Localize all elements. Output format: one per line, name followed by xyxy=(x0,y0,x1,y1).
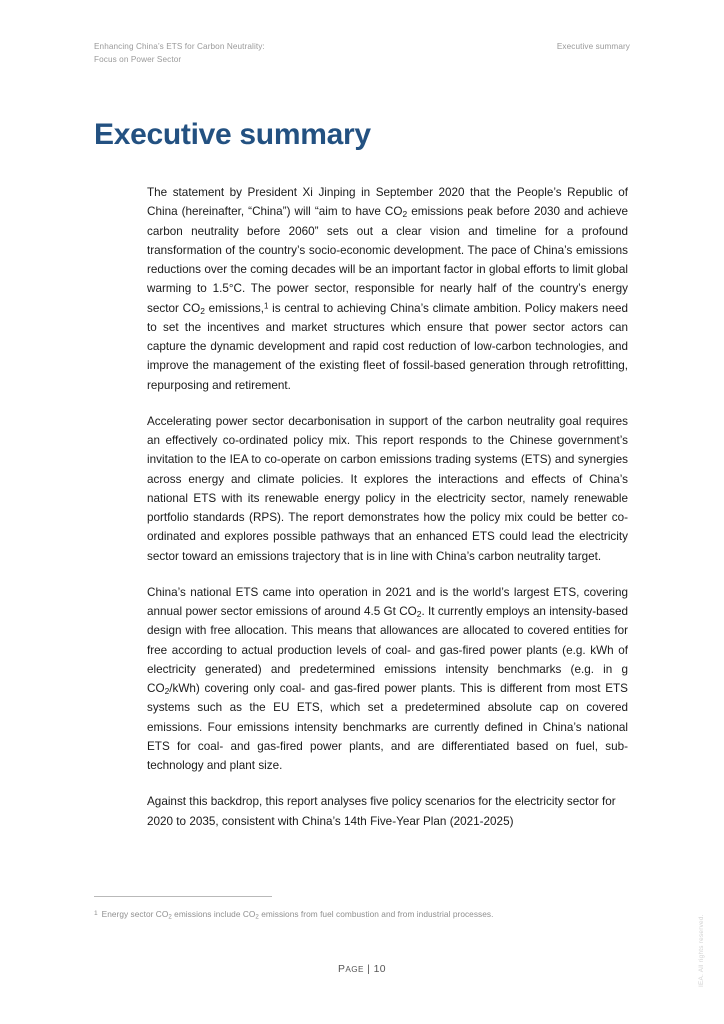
paragraph-2: Accelerating power sector decarbonisation in support of the carbon neutrality goal requires an effectively co-ordinated policy mix. This report responds to the Chinese government’s invitation to the IEA to co-operate on carbon emissions trading systems (ETS) and synergies across energy and climate policies. It explores the interactions and effects of China’s national ETS with its renewable energy policy in the electricity sector, namely renewable portfolio standards (RPS). The report demonstrates how the policy mix could be better co-ordinated and explores possible pathways that an enhanced ETS could lead the electricity sector toward an emissions trajectory that is in line with China’s carbon neutrality target. xyxy=(147,414,628,563)
paragraph-4: Against this backdrop, this report analyses five policy scenarios for the electricity sector for 2020 to 2035, consistent with China’s 14th Five-Year Plan (2021-2025) xyxy=(147,795,616,828)
running-header-line-1: Enhancing China’s ETS for Carbon Neutrality: xyxy=(94,42,265,51)
footnote-1 xyxy=(94,908,634,920)
p1-subscript-2: 2 xyxy=(200,305,205,316)
running-header xyxy=(94,41,630,66)
p3-segment-b: . It currently employs an intensity-based design with free allocation. This means that allowances are allocated to covered entities for free according to actual production levels of coal- and gas-fired power plants (e.g. kWh of electricity generated) and predetermined emissions intensity benchmarks (e.g. in g CO xyxy=(147,605,628,695)
running-header-left xyxy=(94,41,265,66)
p3-segment-c: /kWh) covering only coal- and gas-fired power plants. This is different from most ETS systems such as the EU ETS, which set a predetermined absolute cap on covered emissions. Four emissions intensity benchmarks are currently defined in China’s national ETS for coal- and gas-fired power plants, and are differentiated based on fuel, sub-technology and plant size. xyxy=(147,682,628,772)
running-header-right: Executive summary xyxy=(556,42,630,51)
footnote-segment-a: Energy sector CO xyxy=(99,909,169,919)
footnote-subscript-1: 2 xyxy=(168,913,172,921)
footnote-segment-c: emissions from fuel combustion and from industrial processes. xyxy=(258,909,494,919)
page-title: Executive summary xyxy=(94,118,371,152)
page-number: 10 xyxy=(373,964,386,975)
footnote-area xyxy=(94,896,634,920)
footnote-separator-rule xyxy=(94,896,272,897)
running-header-line-2: Focus on Power Sector xyxy=(94,54,182,64)
p1-segment-d: is central to achieving China’s climate ambition. Policy makers need to set the incentives and market structures which ensure that power sector actors can capture the dynamic development and rapid cost reduction of low-carbon technologies, and improve the management of the existing fleet of fossil-based generation through retrofitting, repurposing and retirement. xyxy=(147,301,628,392)
paragraph-1 xyxy=(147,183,628,395)
footnote-segment-b: emissions include CO xyxy=(171,909,256,919)
p3-segment-a: China’s national ETS came into operation in 2021 and is the world’s largest ETS, covering annual power sector emissions of around 4.5 Gt CO xyxy=(147,585,628,618)
side-copyright xyxy=(698,905,712,987)
paragraph-3 xyxy=(147,583,628,776)
footnote-reference-1[interactable]: 1 xyxy=(263,301,269,311)
footnote-subscript-2: 2 xyxy=(255,913,259,921)
page-footer xyxy=(0,964,724,975)
p1-segment-c: emissions, xyxy=(204,301,264,315)
p1-subscript-1: 2 xyxy=(402,209,408,220)
p1-segment-b: emissions peak before 2030 and achieve carbon neutrality before 2060” sets out a clear vision and timeline for a profound transformation of the country’s socio-economic development. The pace of China’s emissions reductions over the coming decades will be an important factor in global efforts to limit global warming to 1.5°C. The power sector, responsible for nearly half of the country’s energy sector CO xyxy=(147,205,628,315)
side-copyright-text: IEA. All rights reserved. xyxy=(698,914,705,987)
p1-segment-a: The statement by President Xi Jinping in September 2020 that the People’s Republic of China (hereinafter, “China”) will “aim to have CO xyxy=(147,186,628,219)
body-text-column xyxy=(147,183,628,831)
p3-subscript-2: 2 xyxy=(164,685,170,696)
page-label-separator: | xyxy=(363,964,374,975)
p3-subscript-1: 2 xyxy=(416,608,422,619)
footnote-marker: 1 xyxy=(94,909,98,917)
page-label-rest: AGE xyxy=(345,965,364,974)
page-label-initial: P xyxy=(338,964,346,975)
